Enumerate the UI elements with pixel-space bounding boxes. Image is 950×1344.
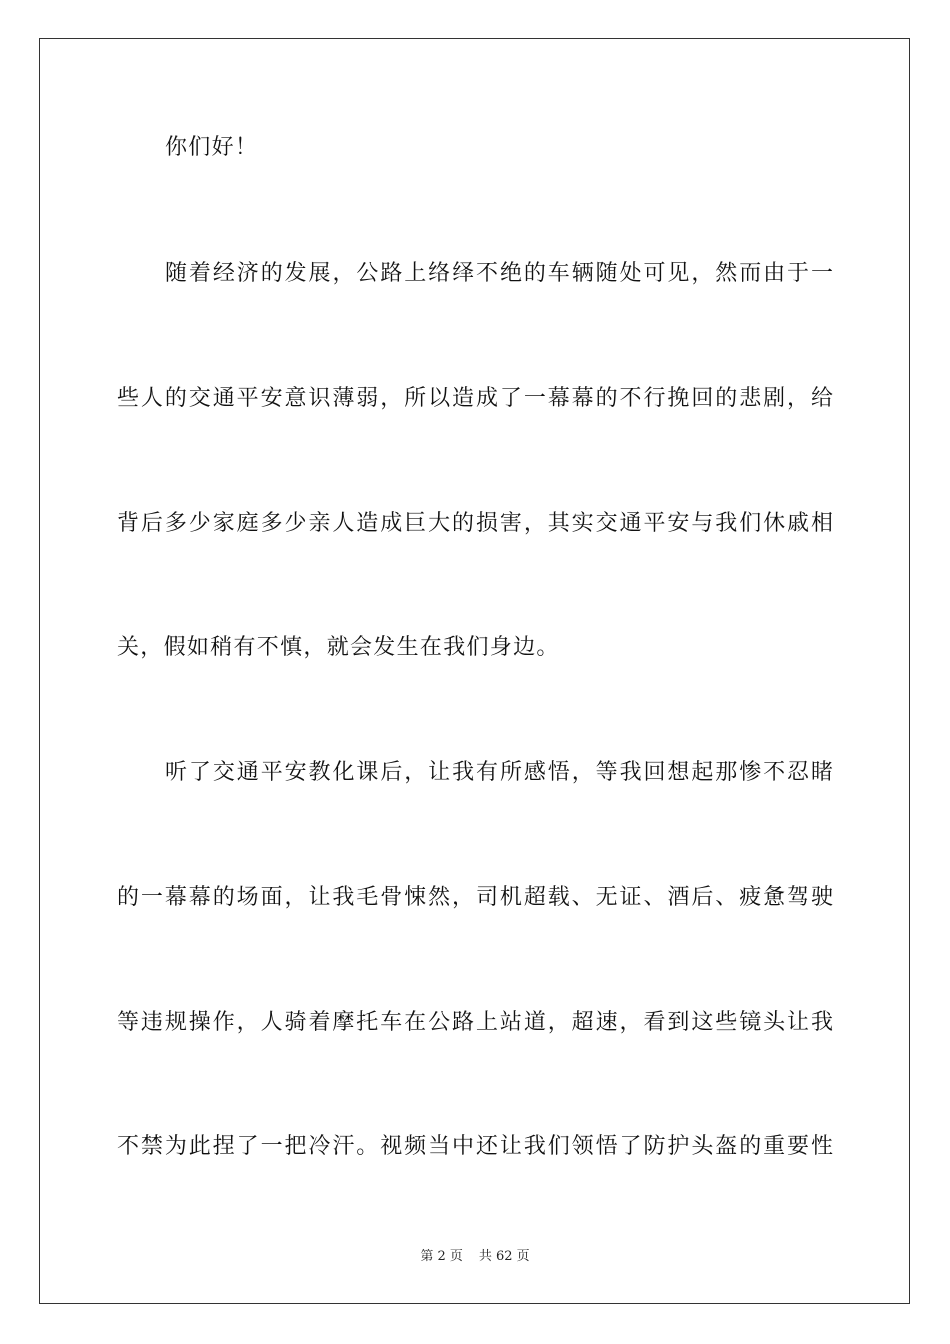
paragraph-1-line-4: 关，假如稍有不慎，就会发生在我们身边。 <box>117 635 560 660</box>
paragraph-2-line-2: 的一幕幕的场面，让我毛骨悚然，司机超载、无证、酒后、疲惫驾驶 <box>117 885 833 910</box>
greeting-line: 你们好！ <box>165 135 259 160</box>
paragraph-1-line-1: 随着经济的发展，公路上络绎不绝的车辆随处可见，然而由于一 <box>165 261 833 286</box>
page-total: 共 62 页 <box>478 1249 530 1264</box>
paragraph-2-line-4: 不禁为此捏了一把冷汗。视频当中还让我们领悟了防护头盔的重要性 <box>117 1134 833 1159</box>
page-footer <box>0 1249 950 1265</box>
paragraph-1-line-2: 些人的交通平安意识薄弱，所以造成了一幕幕的不行挽回的悲剧，给 <box>117 386 833 411</box>
paragraph-1-line-3: 背后多少家庭多少亲人造成巨大的损害，其实交通平安与我们休戚相 <box>117 511 833 536</box>
page-border <box>39 38 910 1304</box>
paragraph-2-line-1: 听了交通平安教化课后，让我有所感悟，等我回想起那惨不忍睹 <box>165 760 833 785</box>
page-number: 第 2 页 <box>420 1249 463 1264</box>
paragraph-2-line-3: 等违规操作，人骑着摩托车在公路上站道，超速，看到这些镜头让我 <box>117 1010 833 1035</box>
